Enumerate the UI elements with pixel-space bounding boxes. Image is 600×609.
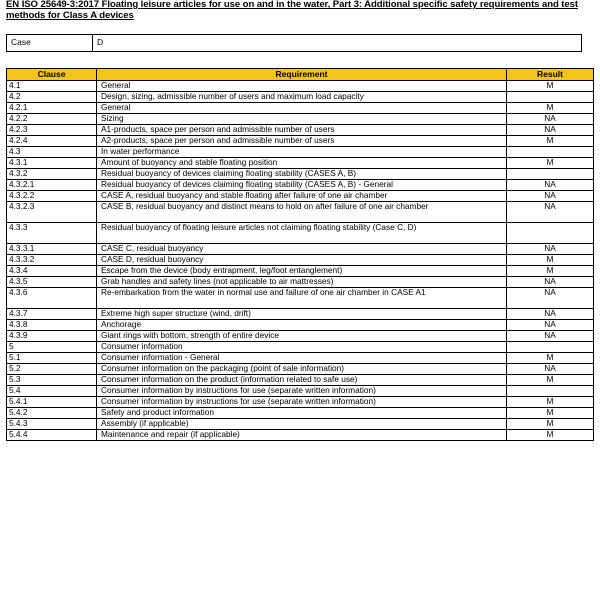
- requirement-cell: Sizing: [97, 114, 507, 125]
- table-row: [7, 386, 594, 397]
- case-row: [7, 35, 582, 52]
- table-row: [7, 191, 594, 202]
- table-row: [7, 223, 594, 244]
- table-row: [7, 364, 594, 375]
- table-row: [7, 125, 594, 136]
- result-cell: NA: [507, 202, 594, 223]
- result-cell: NA: [507, 277, 594, 288]
- table-row: [7, 320, 594, 331]
- requirement-cell: Consumer information on the packaging (point of sale information): [97, 364, 507, 375]
- result-cell: M: [507, 430, 594, 441]
- table-row: [7, 158, 594, 169]
- table-row: [7, 180, 594, 191]
- result-cell: M: [507, 397, 594, 408]
- table-row: [7, 288, 594, 309]
- clause-cell: 4.3.6: [7, 288, 97, 309]
- requirement-cell: General: [97, 81, 507, 92]
- clause-cell: 4.3.2.2: [7, 191, 97, 202]
- clause-cell: 4.3.3: [7, 223, 97, 244]
- requirement-cell: Residual buoyancy of floating leisure articles not claiming floating stability (Case C, D): [97, 223, 507, 244]
- result-cell: NA: [507, 288, 594, 309]
- result-cell: M: [507, 81, 594, 92]
- table-row: [7, 114, 594, 125]
- clause-cell: 4.3.2.3: [7, 202, 97, 223]
- clause-cell: 4.2.4: [7, 136, 97, 147]
- clause-cell: 4.3.7: [7, 309, 97, 320]
- requirement-cell: Residual buoyancy of devices claiming floating stability (CASES A, B) - General: [97, 180, 507, 191]
- requirement-cell: Consumer information by instructions for use (separate written information): [97, 386, 507, 397]
- clause-cell: 5.4.1: [7, 397, 97, 408]
- requirement-cell: CASE B, residual buoyancy and distinct means to hold on after failure of one air chamber: [97, 202, 507, 223]
- requirement-cell: Safety and product information: [97, 408, 507, 419]
- result-cell: NA: [507, 320, 594, 331]
- clause-cell: 4.2.2: [7, 114, 97, 125]
- result-cell: [507, 342, 594, 353]
- requirement-cell: CASE D, residual buoyancy: [97, 255, 507, 266]
- requirement-cell: Anchorage: [97, 320, 507, 331]
- result-cell: NA: [507, 364, 594, 375]
- table-row: [7, 342, 594, 353]
- clause-cell: 4.3.4: [7, 266, 97, 277]
- requirement-cell: Re-embarkation from the water in normal use and failure of one air chamber in CASE A1: [97, 288, 507, 309]
- requirement-cell: Extreme high super structure (wind, drift): [97, 309, 507, 320]
- clause-cell: 4.2: [7, 92, 97, 103]
- requirement-cell: Design, sizing, admissible number of users and maximum load capacity: [97, 92, 507, 103]
- clause-cell: 4.3.8: [7, 320, 97, 331]
- case-value: D: [93, 35, 582, 52]
- result-cell: NA: [507, 125, 594, 136]
- case-label: Case: [7, 35, 93, 52]
- table-row: [7, 430, 594, 441]
- clause-cell: 4.3.2.1: [7, 180, 97, 191]
- result-cell: [507, 92, 594, 103]
- requirement-cell: Assembly (if applicable): [97, 419, 507, 430]
- case-table: [6, 34, 582, 52]
- requirement-cell: Consumer information - General: [97, 353, 507, 364]
- result-cell: NA: [507, 244, 594, 255]
- table-row: [7, 136, 594, 147]
- requirement-cell: Consumer information on the product (information related to safe use): [97, 375, 507, 386]
- table-row: [7, 81, 594, 92]
- table-row: [7, 408, 594, 419]
- requirement-column-header: Requirement: [97, 69, 507, 81]
- result-cell: [507, 223, 594, 244]
- result-cell: [507, 147, 594, 158]
- result-cell: M: [507, 158, 594, 169]
- requirement-cell: General: [97, 103, 507, 114]
- table-row: [7, 353, 594, 364]
- table-row: [7, 169, 594, 180]
- table-row: [7, 309, 594, 320]
- clause-cell: 5.4.2: [7, 408, 97, 419]
- result-cell: [507, 169, 594, 180]
- clause-cell: 4.1: [7, 81, 97, 92]
- requirement-cell: Giant rings with bottom, strength of entire device: [97, 331, 507, 342]
- result-cell: NA: [507, 191, 594, 202]
- clause-cell: 4.3.3.2: [7, 255, 97, 266]
- document-title: EN ISO 25649-3:2017 Floating leisure articles for use on and in the water, Part 3: Additional specific safety requirements and test methods for Class A devices: [6, 0, 578, 21]
- clause-cell: 5: [7, 342, 97, 353]
- requirement-cell: In water performance: [97, 147, 507, 158]
- requirements-body: [7, 81, 594, 441]
- table-row: [7, 397, 594, 408]
- requirement-cell: Consumer information: [97, 342, 507, 353]
- table-row: [7, 266, 594, 277]
- table-row: [7, 147, 594, 158]
- requirement-cell: A1-products, space per person and admissible number of users: [97, 125, 507, 136]
- table-row: [7, 92, 594, 103]
- clause-cell: 4.3.2: [7, 169, 97, 180]
- requirement-cell: CASE C, residual buoyancy: [97, 244, 507, 255]
- result-cell: [507, 386, 594, 397]
- table-row: [7, 419, 594, 430]
- clause-cell: 5.1: [7, 353, 97, 364]
- clause-cell: 4.3.1: [7, 158, 97, 169]
- table-row: [7, 244, 594, 255]
- clause-cell: 5.3: [7, 375, 97, 386]
- clause-cell: 5.4: [7, 386, 97, 397]
- clause-column-header: Clause: [7, 69, 97, 81]
- requirement-cell: A2-products, space per person and admissible number of users: [97, 136, 507, 147]
- requirement-cell: Grab handles and safety lines (not applicable to air mattresses): [97, 277, 507, 288]
- requirements-table: [6, 68, 594, 441]
- requirement-cell: Amount of buoyancy and stable floating position: [97, 158, 507, 169]
- table-row: [7, 255, 594, 266]
- result-cell: M: [507, 255, 594, 266]
- clause-cell: 4.2.3: [7, 125, 97, 136]
- result-cell: NA: [507, 331, 594, 342]
- result-cell: M: [507, 408, 594, 419]
- table-row: [7, 103, 594, 114]
- requirement-cell: Escape from the device (body entrapment, leg/foot entanglement): [97, 266, 507, 277]
- result-cell: NA: [507, 114, 594, 125]
- clause-cell: 4.3: [7, 147, 97, 158]
- result-cell: M: [507, 136, 594, 147]
- clause-cell: 5.4.4: [7, 430, 97, 441]
- table-row: [7, 375, 594, 386]
- requirement-cell: Residual buoyancy of devices claiming floating stability (CASES A, B): [97, 169, 507, 180]
- table-row: [7, 277, 594, 288]
- clause-cell: 4.3.9: [7, 331, 97, 342]
- table-header-row: [7, 69, 594, 81]
- result-cell: M: [507, 419, 594, 430]
- requirement-cell: CASE A, residual buoyancy and stable floating after failure of one air chamber: [97, 191, 507, 202]
- result-column-header: Result: [507, 69, 594, 81]
- clause-cell: 5.2: [7, 364, 97, 375]
- table-row: [7, 331, 594, 342]
- clause-cell: 5.4.3: [7, 419, 97, 430]
- result-cell: M: [507, 103, 594, 114]
- result-cell: M: [507, 353, 594, 364]
- clause-cell: 4.3.5: [7, 277, 97, 288]
- result-cell: M: [507, 375, 594, 386]
- requirement-cell: Consumer information by instructions for use (separate written information): [97, 397, 507, 408]
- clause-cell: 4.3.3.1: [7, 244, 97, 255]
- requirement-cell: Maintenance and repair (if applicable): [97, 430, 507, 441]
- clause-cell: 4.2.1: [7, 103, 97, 114]
- table-row: [7, 202, 594, 223]
- result-cell: NA: [507, 180, 594, 191]
- result-cell: M: [507, 266, 594, 277]
- result-cell: NA: [507, 309, 594, 320]
